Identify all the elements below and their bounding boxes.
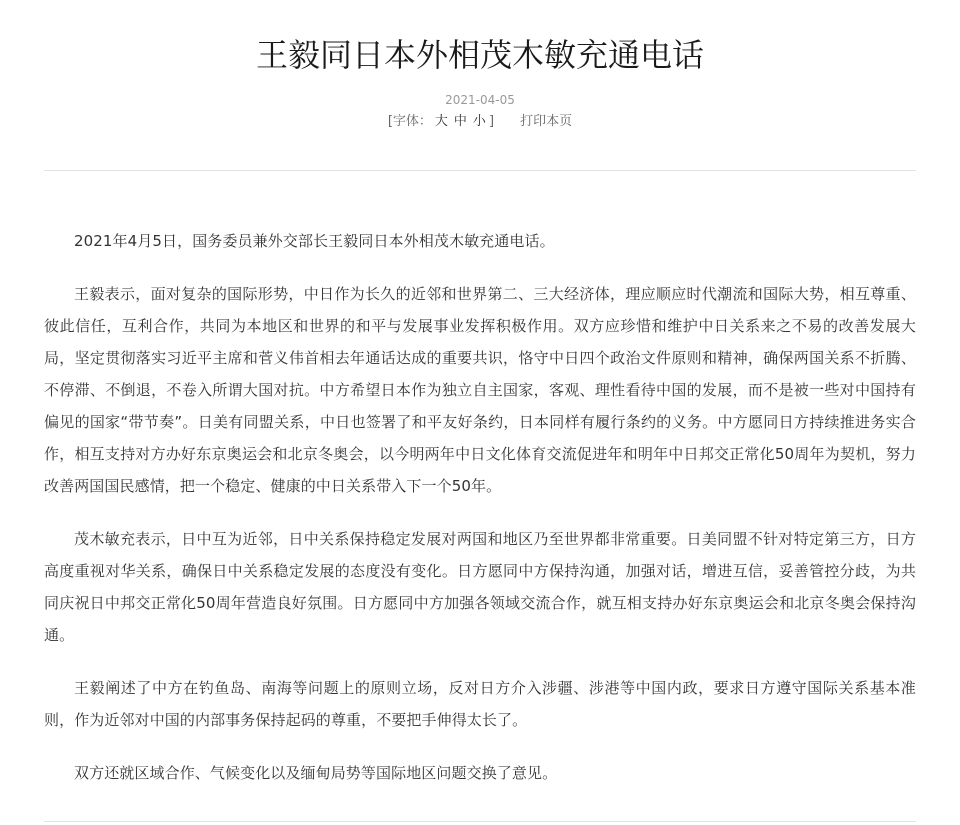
article-paragraph: 王毅表示，面对复杂的国际形势，中日作为长久的近邻和世界第二、三大经济体，理应顺应时代潮流和国际大势，相互尊重、彼此信任，互利合作，共同为本地区和世界的和平与发展事业发挥积极作用。双方应珍惜和维护中日关系来之不易的改善发展大局，坚定贯彻落实习近平主席和菅义伟首相去年通话达成的重要共识，恪守中日四个政治文件原则和精神，确保两国关系不折腾、不停滞、不倒退，不卷入所谓大国对抗。中方希望日本作为独立自主国家，客观、理性看待中国的发展，而不是被一些对中国持有偏见的国家“带节奏”。日美有同盟关系，中日也签署了和平友好条约，日本同样有履行条约的义务。中方愿同日方持续推进务实合作，相互支持对方办好东京奥运会和北京冬奥会，以今明两年中日文化体育交流促进年和明年中日邦交正常化50周年为契机，努力改善两国国民感情，把一个稳定、健康的中日关系带入下一个50年。 [44,285,916,495]
font-size-medium-link[interactable]: 中 [453,114,467,129]
header-divider [44,170,916,171]
article-paragraph: 茂木敏充表示，日中互为近邻，日中关系保持稳定发展对两国和地区乃至世界都非常重要。日美同盟不针对特定第三方，日方高度重视对华关系，确保日中关系稳定发展的态度没有变化。日方愿同中方保持沟通，加强对话，增进互信，妥善管控分歧，为共同庆祝日中邦交正常化50周年营造良好氛围。日方愿同中方加强各领域交流合作，就互相支持办好东京奥运会和北京冬奥会保持沟通。 [44,530,916,644]
article-body [44,225,916,789]
article-paragraph: 2021年4月5日，国务委员兼外交部长王毅同日本外相茂木敏充通电话。 [74,232,555,250]
article-container [44,0,916,825]
article-paragraph: 王毅阐述了中方在钓鱼岛、南海等问题上的原则立场，反对日方介入涉疆、涉港等中国内政，要求日方遵守国际关系基本准则，作为近邻对中国的内部事务保持起码的尊重，不要把手伸得太长了。 [44,679,916,729]
print-page-link[interactable]: 打印本页 [520,114,573,129]
publish-date: 2021-04-05 [445,93,515,107]
font-size-bracket-close: ] [488,114,495,129]
footer-divider [44,821,916,822]
article-paragraph: 双方还就区域合作、气候变化以及缅甸局势等国际地区问题交换了意见。 [74,764,558,782]
font-size-label: [字体： [387,114,432,129]
font-size-control [388,114,494,129]
font-size-small-link[interactable]: 小 [472,114,486,129]
article-tools [44,112,916,132]
article-title: 王毅同日本外相茂木敏充通电话 [255,36,704,74]
font-size-large-link[interactable]: 大 [434,114,448,129]
